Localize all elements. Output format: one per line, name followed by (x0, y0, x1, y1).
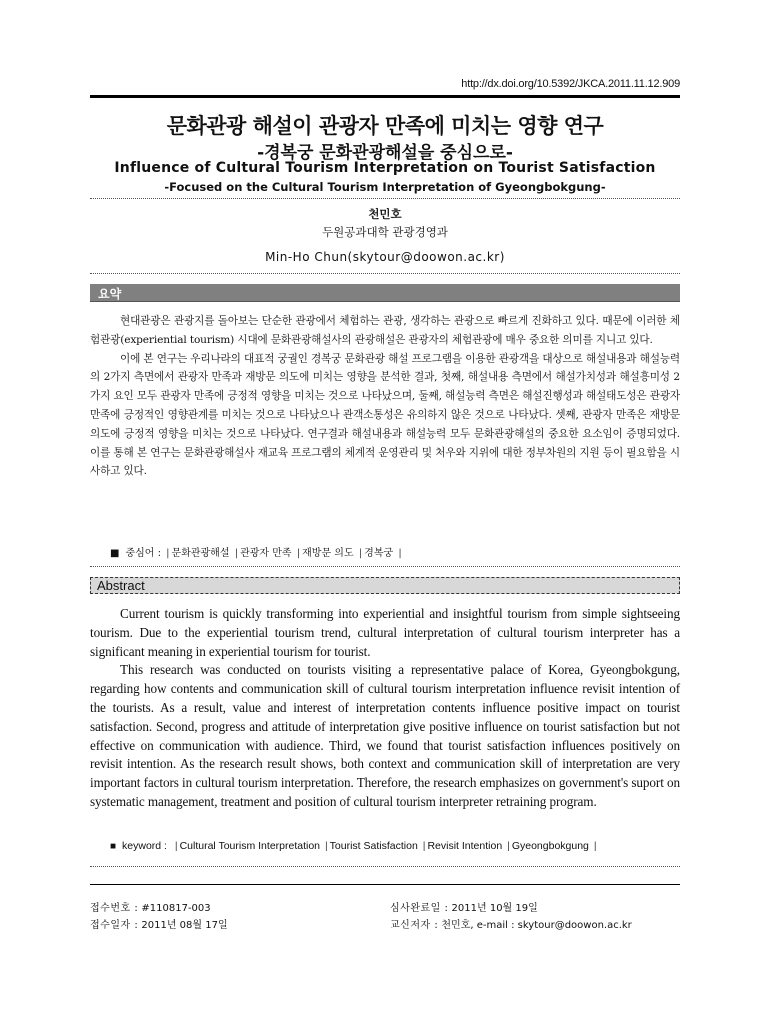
keyword-label: 중심어 : (125, 548, 161, 559)
keyword-label: keyword : (122, 840, 167, 852)
author-korean: 천민호 (368, 207, 402, 221)
keywords-english: ■ keyword : | Cultural Tourism Interpretation | Tourist Satisfaction | Revisit Intention | Gyeongbokgung | (110, 840, 597, 852)
keyword-item: 경복궁 (364, 548, 394, 559)
keyword-item: 문화관광해설 (171, 548, 230, 559)
keywords-korean: ■ 중심어 : | 문화관광해설 | 관광자 만족 | 재방문 의도 | 경복궁 | (110, 548, 402, 559)
author-divider (90, 273, 680, 274)
doi-link[interactable]: http://dx.doi.org/10.5392/JKCA.2011.11.12.909 (461, 78, 680, 90)
header-rule (90, 95, 680, 98)
abstract-english-paragraph: Current tourism is quickly transforming into experiential and insightful tourism from simple sightseeing tourism. Due to the experiential tourism trend, cultural interpretation of cultural tourism interpreter has a significant meaning in experiential tourism for tourist. (90, 606, 680, 659)
paper-page (90, 0, 680, 1024)
received-label: 접수번호 : (90, 903, 139, 914)
abstract-english-heading: Abstract (97, 578, 145, 593)
abstract-korean-body (90, 312, 680, 481)
abstract-divider (90, 566, 680, 567)
subtitle-korean: -경복궁 문화관광해설을 중심으로- (257, 143, 513, 163)
keyword-item: Revisit Intention (427, 840, 503, 852)
affiliation-korean: 두원공과대학 관광경영과 (322, 225, 448, 239)
footer-rule (90, 884, 680, 885)
abstract-english-body (90, 605, 680, 812)
keywords-divider (90, 866, 680, 867)
footer-received (90, 899, 211, 914)
title-divider (90, 198, 680, 199)
keyword-item: 재방문 의도 (302, 548, 354, 559)
received-value: #110817-003 (141, 903, 211, 914)
title-korean: 문화관광 해설이 관광자 만족에 미치는 영향 연구 (166, 114, 604, 138)
author-english: Min-Ho Chun(skytour@doowon.ac.kr) (265, 250, 505, 264)
review-value: 2011년 10월 19일 (451, 903, 538, 914)
review-label: 심사완료일 : (390, 903, 449, 914)
abstract-korean-paragraph: 현대관광은 관광지를 돌아보는 단순한 관광에서 체험하는 관광, 생각하는 관광으로 빠르게 진화하고 있다. 때문에 이러한 체험관광(experiential tourism) 시대에 문화관광해설사의 관광해설은 관광자의 체험관광에 매우 중요한 의미를 지니고 있다. (90, 315, 680, 346)
date-value: 2011년 08월 17일 (141, 920, 228, 931)
abstract-korean-paragraph: 이에 본 연구는 우리나라의 대표적 궁궐인 경복궁 문화관광 해설 프로그램을 이용한 관광객을 대상으로 해설내용과 해설능력의 2가지 측면에서 관광자 만족과 재방문 의도에 미치는 영향을 분석한 결과, 첫째, 해설내용 측면에서 해설가치성과 해설흥미성 2가지 요인 모두 관광자 만족에 긍정적 영향을 미치는 것으로 나타났으며, 둘째, 해설능력 측면은 해설진행성과 해설태도성은 관광자 만족에 긍정적인 영향관계를 미치는 것으로 나타났으나 관객소통성은 유의하지 않은 것으로 나타났다. 셋째, 관광자 만족은 재방문 의도에 긍정적 영향을 미치는 것으로 나타났다. 연구결과 해설내용과 해설능력 모두 문화관광해설의 중요한 요소임이 증명되었다. 이를 통해 본 연구는 문화관광해설사 재교육 프로그램의 체계적 운영관리 및 처우와 지위에 대한 정부차원의 지원 등이 필요함을 시사하고 있다. (90, 352, 680, 478)
abstract-english-paragraph: This research was conducted on tourists visiting a representative palace of Korea, Gyeongbokgung, regarding how contents and communication skill of cultural tourism interpretation influence revisit intention of the tourists. As a result, value and interest of interpretation contents influence positive impact on tourist satisfaction. Second, progress and attitude of interpretation give positive influence on tourist satisfaction but not effective on communication with audience. Third, we found that tourist satisfaction influences positively on revisit intention. As the research result shows, both context and communication skill of interpretation are very important factors in cultural tourism interpretation. Therefore, the research emphasizes on government's suport on systematic management, treatment and position of cultural tourism interpreter retraining program. (90, 662, 680, 809)
keyword-item: Tourist Satisfaction (329, 840, 418, 852)
square-bullet-icon: ■ (110, 548, 120, 559)
abstract-english-header (90, 577, 680, 594)
keyword-item: 관광자 만족 (240, 548, 292, 559)
footer-review (390, 899, 538, 914)
date-label: 접수일자 : (90, 920, 139, 931)
corresponding-label: 교신저자 : (390, 920, 439, 931)
keyword-item: Cultural Tourism Interpretation (179, 840, 321, 852)
title-english: Influence of Cultural Tourism Interpretation on Tourist Satisfaction (114, 160, 656, 176)
corresponding-value[interactable]: 천민호, e-mail : skytour@doowon.ac.kr (441, 920, 632, 931)
square-bullet-icon: ■ (110, 841, 117, 852)
footer-corresponding (390, 916, 632, 931)
abstract-korean-heading: 요약 (98, 287, 122, 301)
subtitle-english: -Focused on the Cultural Tourism Interpretation of Gyeongbokgung- (164, 180, 606, 194)
footer-date (90, 916, 228, 931)
keyword-item: Gyeongbokgung (511, 840, 589, 852)
abstract-korean-header (90, 284, 680, 302)
